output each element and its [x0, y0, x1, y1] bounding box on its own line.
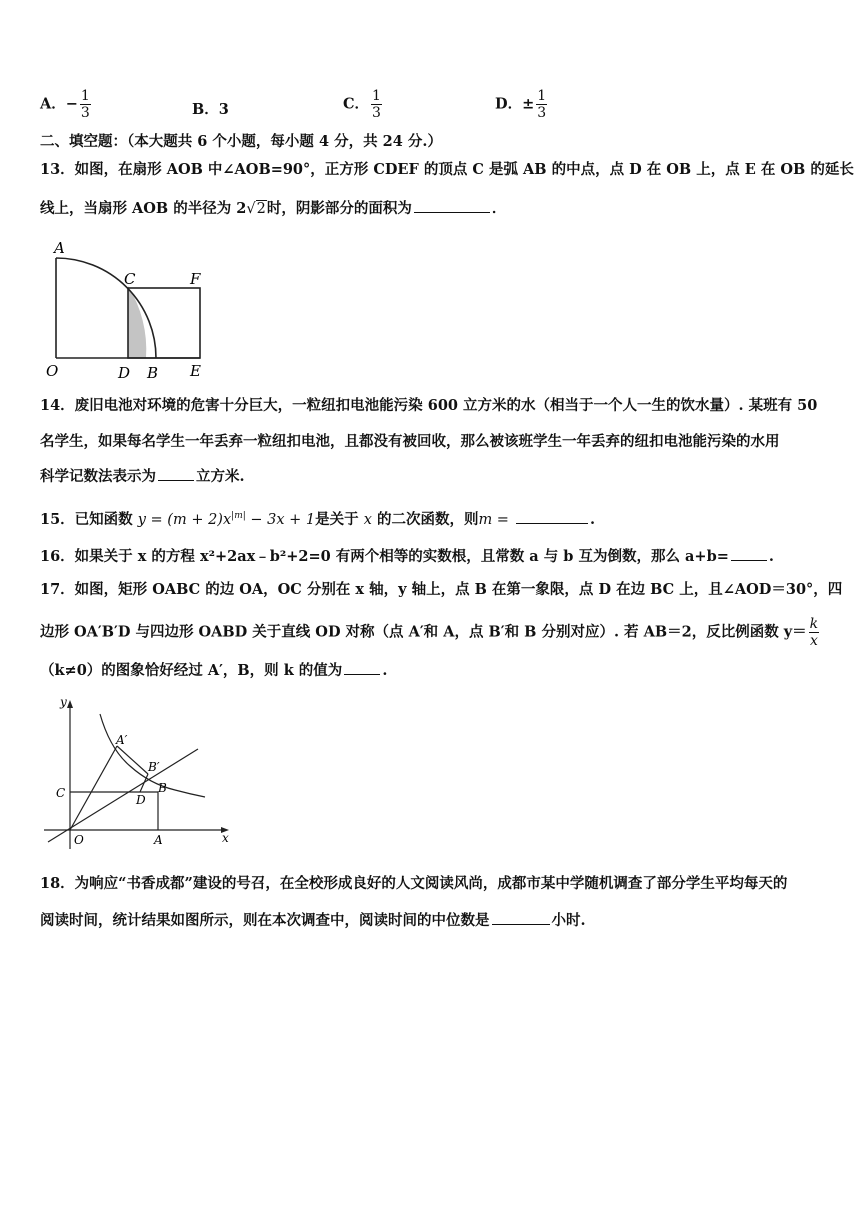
q15-formula: $y = (m + 2)x^{|m|} - 3x + 1$: [137, 511, 316, 528]
q17-line3: （k≠0）的图象恰好经过 A′，B，则 k 的值为 .: [40, 662, 388, 679]
option-d-fraction: $\frac{1}{3}$: [537, 88, 547, 121]
label-A-prime: A′: [116, 733, 128, 747]
q17-figure: [40, 694, 235, 854]
label-D: D: [118, 364, 131, 382]
q17-fraction: $\frac{k}{x}$: [809, 616, 819, 649]
label-B-prime: B′: [148, 760, 160, 774]
q17-line2: 边形 OA′B′D 与四边形 OABD 关于直线 OD 对称（点 A′和 A，点 B′和 B 分别对应）. 若 AB＝2，反比例函数 y＝ $\frac{k}{x}$: [40, 616, 819, 649]
q14-line1: 14．废旧电池对环境的危害十分巨大，一粒纽扣电池能污染 600 立方米的水（相当于一个人一生的饮水量）. 某班有 50: [40, 397, 818, 414]
label-E: E: [190, 362, 201, 380]
option-d: D．± $\frac{1}{3}$: [495, 88, 547, 121]
option-a: A．− $\frac{1}{3}$: [40, 88, 90, 121]
q18-line2: 阅读时间，统计结果如图所示，则在本次调查中，阅读时间的中位数是 小时.: [40, 912, 586, 929]
label-A: A: [154, 833, 163, 847]
label-D: D: [136, 793, 146, 807]
q16-line: 16．如果关于 x 的方程 x²+2ax﹣b²+2=0 有两个相等的实数根，且常数 a 与 b 互为倒数，那么 a+b= .: [40, 548, 774, 565]
label-y: y: [60, 695, 67, 709]
sqrt-symbol: √2: [246, 201, 266, 217]
option-a-fraction: $\frac{1}{3}$: [80, 88, 90, 121]
q13-figure: [40, 238, 220, 384]
answer-blank[interactable]: [731, 546, 767, 561]
answer-blank[interactable]: [158, 466, 194, 481]
answer-blank[interactable]: [344, 660, 380, 675]
shaded-region: [128, 286, 146, 358]
label-B: B: [158, 781, 167, 795]
option-c: C． $\frac{1}{3}$: [343, 88, 381, 121]
answer-blank[interactable]: [516, 509, 588, 524]
section-heading: 二、填空题：（本大题共 6 个小题，每小题 4 分，共 24 分.）: [40, 133, 442, 150]
label-A: A: [54, 239, 65, 257]
label-C: C: [124, 270, 136, 288]
q14-line2: 名学生，如果每名学生一年丢弃一粒纽扣电池，且都没有被回收，那么被该班学生一年丢弃的纽扣电池能污染的水用: [40, 433, 780, 450]
q13-line1: 13．如图，在扇形 AOB 中∠AOB=90°，正方形 CDEF 的顶点 C 是弧 AB 的中点，点 D 在 OB 上，点 E 在 OB 的延长: [40, 161, 854, 178]
label-O: O: [74, 833, 84, 847]
label-x: x: [222, 831, 229, 845]
q15-line: 15．已知函数 $y = (m + 2)x^{|m|} - 3x + 1$是关于 x 的二次函数，则m = .: [40, 510, 596, 528]
label-O: O: [46, 362, 59, 380]
q14-line3: 科学记数法表示为 立方米.: [40, 468, 245, 485]
q13-line2: 线上，当扇形 AOB 的半径为 2√2时，阴影部分的面积为 ．: [40, 200, 507, 217]
answer-blank[interactable]: [492, 910, 550, 925]
label-F: F: [190, 270, 201, 288]
option-b: B．3: [192, 101, 229, 118]
q18-line1: 18．为响应“书香成都”建设的号召，在全校形成良好的人文阅读风尚，成都市某中学随机调查了部分学生平均每天的: [40, 875, 788, 892]
answer-blank[interactable]: [414, 198, 490, 213]
q17-line1: 17．如图，矩形 OABC 的边 OA，OC 分别在 x 轴，y 轴上，点 B 在第一象限，点 D 在边 BC 上，且∠AOD＝30°，四: [40, 581, 843, 598]
label-B: B: [147, 364, 159, 382]
label-C: C: [56, 786, 66, 800]
option-c-fraction: $\frac{1}{3}$: [372, 88, 381, 121]
